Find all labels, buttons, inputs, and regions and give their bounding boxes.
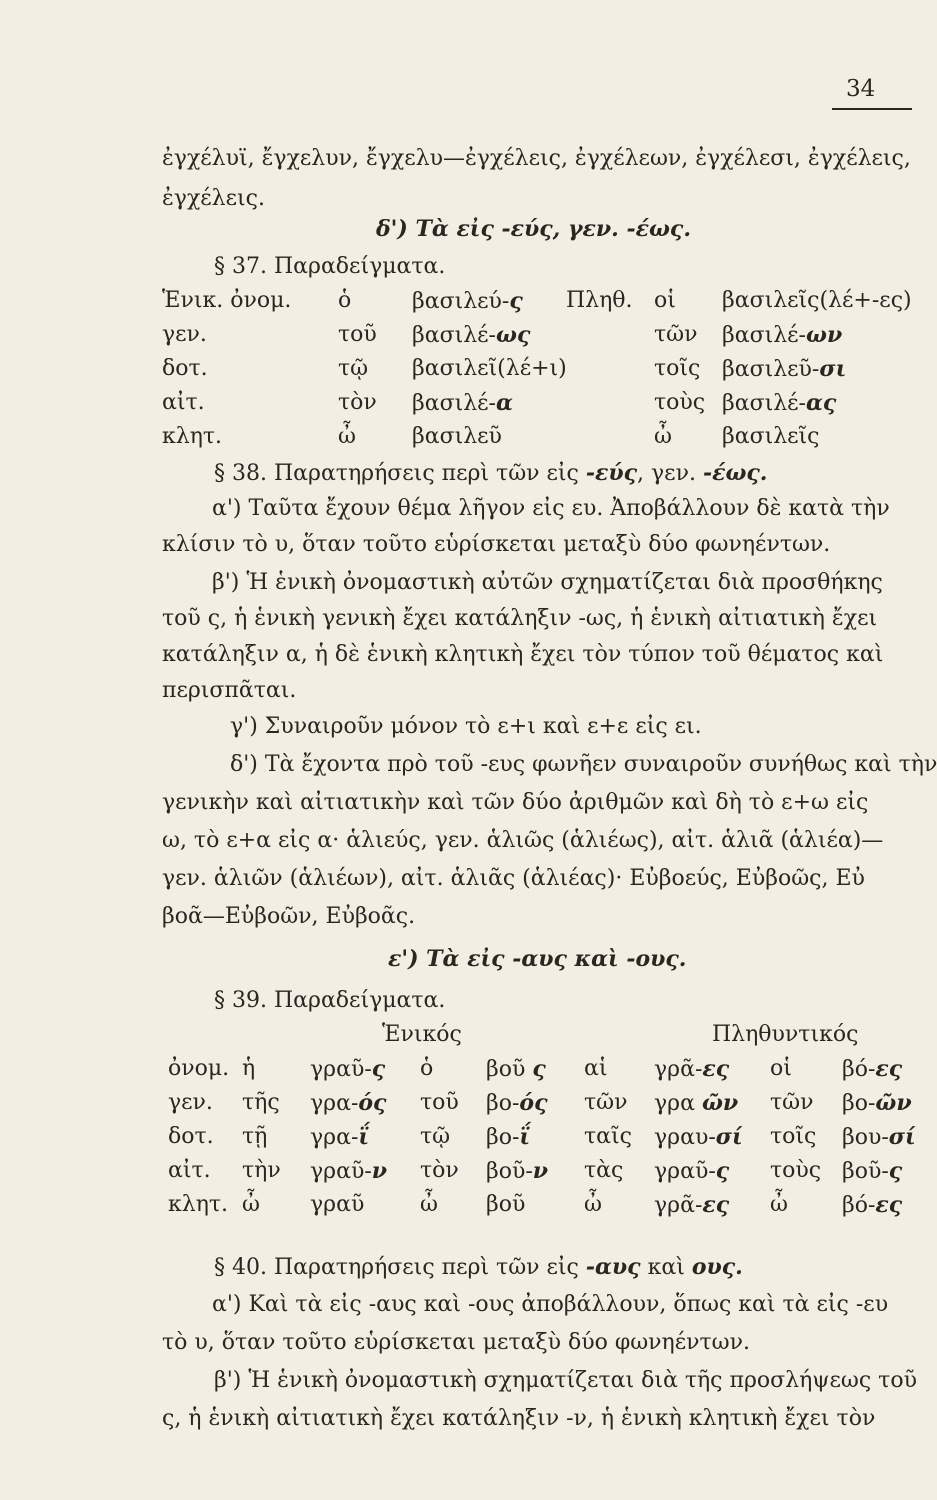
paragraph-heading: § 40. Παρατηρήσεις περὶ τῶν εἰς -αυς καὶ ους.	[214, 1254, 743, 1280]
cell-stem: τοῖς	[770, 1124, 817, 1149]
table-cell	[162, 390, 205, 415]
cell-ending: ῶν	[701, 1090, 739, 1116]
text-line: α') Ταῦτα ἔχουν θέμα λῆγον εἰς ευ. Ἀποβάλλουν δὲ κατὰ τὴν	[212, 496, 890, 521]
text-line: τοῦ ς, ἡ ἑνικὴ γενικὴ ἔχει κατάληξιν -ως, ἡ ἑνικὴ αἰτιατικὴ ἔχει	[162, 606, 878, 631]
cell-stem: βου-	[842, 1125, 889, 1150]
cell-ending: ως	[496, 322, 531, 348]
text-line: γ') Συναιροῦν μόνον τὸ ε+ι καὶ ε+ε εἰς ει.	[230, 714, 702, 739]
cell-stem: γραῦ-	[654, 1159, 716, 1184]
table-cell	[338, 322, 377, 347]
table-cell	[168, 1090, 213, 1115]
table-cell	[486, 1090, 547, 1116]
table-cell	[420, 1124, 450, 1149]
table-cell	[770, 1056, 792, 1081]
cell-stem: τῶν	[584, 1090, 628, 1115]
table-cell	[338, 390, 377, 415]
table-cell	[584, 1158, 623, 1183]
text-line: βοᾶ—Εὐβοῶν, Εὐβοᾶς.	[162, 904, 416, 929]
text-line: γεν. ἁλιῶν (ἁλιέων), αἰτ. ἁλιᾶς (ἁλιέας)· Εὐβοεύς, Εὐβοῶς, Εὐ	[162, 866, 865, 891]
section-heading: ε') Τὰ εἰς -αυς καὶ -ους.	[388, 946, 687, 972]
cell-ending: σί	[888, 1124, 916, 1150]
table-cell	[168, 1192, 228, 1217]
cell-stem: Πληθ.	[566, 288, 633, 313]
cell-stem: ταῖς	[584, 1124, 632, 1149]
table-cell	[486, 1124, 530, 1150]
cell-stem: τῶν	[770, 1090, 814, 1115]
cell-stem: βοῦ	[486, 1057, 533, 1082]
cell-stem: τοῦ	[420, 1090, 459, 1115]
text-line: β') Ἡ ἑνικὴ ὀνομαστικὴ σχηματίζεται διὰ τῆς προσλήψεως τοῦ	[214, 1368, 917, 1393]
cell-stem: τὴν	[242, 1158, 281, 1183]
table-cell	[654, 322, 697, 347]
cell-stem: βασιλέ-	[722, 323, 806, 348]
cell-ending: α	[496, 390, 513, 416]
table-cell	[486, 1158, 548, 1184]
table-cell	[654, 1056, 729, 1082]
table-cell	[310, 1124, 369, 1150]
text-line: κατάληξιν α, ἡ δὲ ἑνικὴ κλητικὴ ἔχει τὸν τύπον τοῦ θέματος καὶ	[162, 642, 884, 667]
page-number-rule	[832, 108, 912, 110]
table-cell	[654, 1158, 729, 1184]
table-cell	[770, 1192, 788, 1217]
table-cell	[168, 1056, 229, 1081]
cell-stem: τοὺς	[770, 1158, 822, 1183]
table-cell	[654, 1090, 738, 1116]
text-line: ς, ἡ ἑνικὴ αἰτιατικὴ ἔχει κατάληξιν -ν, ἡ ἑνικὴ κλητικὴ ἔχει τὸν	[162, 1406, 876, 1431]
cell-stem: βοῦ	[486, 1192, 526, 1217]
table-cell	[168, 1124, 214, 1149]
table-cell	[310, 1192, 364, 1217]
table-cell	[842, 1056, 902, 1082]
table-cell	[242, 1124, 267, 1149]
table-cell	[842, 1192, 902, 1218]
cell-stem: ὁ	[338, 288, 352, 313]
cell-ending: ός	[358, 1090, 387, 1116]
table-cell	[412, 356, 567, 381]
cell-stem: τῷ	[338, 356, 369, 381]
table-cell	[310, 1056, 385, 1082]
table-cell	[420, 1158, 459, 1183]
text-line: περισπᾶται.	[162, 678, 297, 703]
table-cell	[770, 1158, 821, 1183]
cell-stem: κλητ.	[168, 1192, 229, 1217]
table-cell	[654, 1124, 743, 1150]
table-cell	[242, 1158, 281, 1183]
cell-stem: βασιλεῖς(λέ+-ες)	[722, 288, 912, 313]
table-cell	[242, 1090, 280, 1115]
cell-stem: δοτ.	[168, 1124, 214, 1149]
table-cell	[412, 288, 523, 314]
text-line: κλίσιν τὸ υ, ὅταν τοῦτο εὑρίσκεται μεταξὺ δύο φωνηέντων.	[162, 532, 831, 557]
column-heading-plural: Πληθυντικός	[712, 1022, 859, 1047]
table-row	[0, 322, 912, 352]
table-row	[0, 1056, 912, 1086]
text-line: τὸ υ, ὅταν τοῦτο εὑρίσκεται μεταξὺ δύο φωνηέντων.	[162, 1330, 750, 1355]
cell-stem: αἱ	[584, 1056, 608, 1081]
cell-stem: ὦ	[770, 1192, 788, 1217]
cell-stem: βασιλεῦ	[412, 424, 502, 449]
table-cell	[842, 1090, 912, 1116]
cell-stem: κλητ.	[162, 424, 223, 449]
cell-ending: ες	[875, 1192, 903, 1218]
cell-stem: ὦ	[584, 1192, 602, 1217]
cell-ending: ες	[875, 1056, 903, 1082]
table-cell	[584, 1124, 632, 1149]
table-row	[0, 1158, 912, 1188]
table-row	[0, 1124, 916, 1154]
table-cell	[420, 1090, 459, 1115]
table-row	[0, 356, 912, 386]
text-line: β') Ἡ ἑνικὴ ὀνομαστικὴ αὐτῶν σχηματίζεται διὰ προσθήκης	[212, 570, 883, 595]
cell-stem: ἡ	[242, 1056, 256, 1081]
cell-stem: τοῖς	[654, 356, 701, 381]
cell-ending: ες	[702, 1192, 730, 1218]
table-cell	[654, 288, 676, 313]
cell-ending: ς	[509, 288, 523, 314]
cell-ending: ς	[888, 1158, 903, 1184]
text-line: γενικὴν καὶ αἰτιατικὴν καὶ τῶν δύο ἀριθμῶν καὶ δὴ τὸ ε+ω εἰς	[162, 790, 869, 815]
table-cell	[842, 1158, 902, 1184]
cell-stem: τοὺς	[654, 390, 706, 415]
table-cell	[420, 1192, 438, 1217]
text-line: α') Καὶ τὰ εἰς -αυς καὶ -ους ἀποβάλλουν, ὅπως καὶ τὰ εἰς -ευ	[212, 1292, 889, 1317]
table-cell	[584, 1090, 627, 1115]
cell-stem: βασιλέ-	[722, 391, 806, 416]
cell-stem: βο-	[842, 1091, 876, 1116]
table-cell	[162, 356, 208, 381]
cell-ending: ῶν	[875, 1090, 912, 1116]
table-cell	[566, 288, 633, 313]
cell-ending: ας	[806, 390, 837, 416]
cell-stem: ὁ	[420, 1056, 434, 1081]
cell-stem: γρᾶ-	[654, 1193, 703, 1218]
table-row	[0, 390, 912, 420]
cell-stem: τῆς	[242, 1090, 280, 1115]
cell-stem: οἱ	[770, 1056, 792, 1081]
cell-stem: βασιλέ-	[412, 391, 496, 416]
table-cell	[310, 1158, 387, 1184]
table-cell	[654, 424, 672, 449]
cell-stem: γρα-	[310, 1091, 359, 1116]
cell-ending: ΐ	[358, 1124, 370, 1150]
table-cell	[486, 1192, 525, 1217]
table-cell	[420, 1056, 433, 1081]
table-cell	[770, 1124, 816, 1149]
cell-stem: γραῦ-	[310, 1057, 372, 1082]
cell-stem: δοτ.	[162, 356, 208, 381]
table-cell	[654, 390, 705, 415]
cell-stem: βό-	[842, 1057, 876, 1082]
table-cell	[162, 424, 222, 449]
table-cell	[584, 1056, 607, 1081]
cell-stem: τῷ	[420, 1124, 451, 1149]
text-line: δ') Τὰ ἔχοντα πρὸ τοῦ -ευς φωνῆεν συναιροῦν συνήθως καὶ τὴν	[230, 752, 937, 777]
cell-stem: τῶν	[654, 322, 698, 347]
text-line: ἐγχέλυϊ, ἔγχελυν, ἔγχελυ—ἐγχέλεις, ἐγχέλεων, ἐγχέλεσι, ἐγχέλεις,	[162, 146, 911, 171]
text-line: ω, τὸ ε+α εἰς α· ἁλιεύς, γεν. ἁλιῶς (ἁλιέως), αἰτ. ἁλιᾶ (ἁλιέα)—	[162, 828, 884, 853]
cell-stem: βασιλεύ-	[412, 289, 510, 314]
cell-stem: βοῦ-	[486, 1159, 533, 1184]
cell-ending: σί	[715, 1124, 743, 1150]
table-row	[0, 1090, 912, 1120]
cell-stem: τὸν	[420, 1158, 459, 1183]
table-cell	[412, 390, 513, 416]
cell-stem: βοῦ-	[842, 1159, 889, 1184]
table-cell	[842, 1124, 916, 1150]
table-cell	[162, 322, 207, 347]
table-cell	[486, 1056, 546, 1082]
cell-stem: ὦ	[654, 424, 672, 449]
cell-stem: γεν.	[162, 322, 207, 347]
cell-ending: ες	[702, 1056, 730, 1082]
cell-stem: γραῦ	[310, 1192, 365, 1217]
cell-ending: ς	[371, 1056, 386, 1082]
cell-stem: τὸν	[338, 390, 377, 415]
table-cell	[722, 356, 846, 382]
cell-stem: γεν.	[168, 1090, 213, 1115]
cell-stem: ὦ	[338, 424, 356, 449]
table-cell	[242, 1056, 255, 1081]
cell-ending: ς	[715, 1158, 730, 1184]
cell-stem: γρα	[654, 1091, 702, 1116]
cell-ending: ν	[371, 1158, 388, 1184]
column-heading-singular: Ἑνικός	[382, 1022, 462, 1047]
cell-stem: τὰς	[584, 1158, 624, 1183]
cell-stem: ὦ	[242, 1192, 260, 1217]
table-cell	[310, 1090, 386, 1116]
page-number: 34	[846, 76, 876, 102]
table-cell	[338, 288, 351, 313]
paragraph-heading: § 37. Παραδείγματα.	[214, 254, 446, 279]
table-cell	[654, 356, 700, 381]
cell-stem: τῇ	[242, 1124, 268, 1149]
cell-stem: γρᾶ-	[654, 1057, 703, 1082]
table-cell	[770, 1090, 813, 1115]
table-row	[0, 288, 912, 318]
cell-stem: τοῦ	[338, 322, 377, 347]
table-cell	[338, 424, 356, 449]
cell-stem: γραῦ-	[310, 1159, 372, 1184]
cell-stem: γραυ-	[654, 1125, 716, 1150]
table-cell	[584, 1192, 602, 1217]
cell-stem: ὀνομ.	[168, 1056, 230, 1081]
section-heading: δ') Τὰ εἰς -εύς, γεν. -έως.	[376, 216, 691, 242]
cell-ending: ς	[532, 1056, 546, 1082]
table-cell	[338, 356, 368, 381]
table-cell	[168, 1158, 211, 1183]
table-row	[0, 424, 912, 454]
cell-stem: βασιλεῖς	[722, 424, 820, 449]
cell-stem: βασιλέ-	[412, 323, 496, 348]
table-cell	[722, 390, 836, 416]
cell-stem: γρα-	[310, 1125, 359, 1150]
cell-ending: ν	[532, 1158, 549, 1184]
cell-stem: βο-	[486, 1091, 520, 1116]
table-cell	[722, 288, 912, 313]
table-cell	[654, 1192, 729, 1218]
cell-stem: Ἑνικ. ὀνομ.	[162, 288, 292, 313]
paragraph-heading: § 38. Παρατηρήσεις περὶ τῶν εἰς -εύς, γεν. -έως.	[214, 460, 768, 486]
table-cell	[242, 1192, 260, 1217]
cell-stem: ὦ	[420, 1192, 438, 1217]
cell-stem: βασιλεῦ-	[722, 357, 820, 382]
cell-ending: σι	[819, 356, 847, 382]
table-cell	[722, 322, 842, 348]
table-cell	[722, 424, 820, 449]
table-cell	[162, 288, 291, 313]
table-cell	[412, 322, 530, 348]
cell-stem: αἰτ.	[168, 1158, 211, 1183]
cell-ending: ων	[806, 322, 843, 348]
cell-ending: ΐ	[519, 1124, 531, 1150]
text-line: ἐγχέλεις.	[162, 186, 265, 211]
cell-stem: βασιλεῖ(λέ+ι)	[412, 356, 567, 381]
cell-stem: βό-	[842, 1193, 876, 1218]
cell-stem: αἰτ.	[162, 390, 205, 415]
table-cell	[412, 424, 502, 449]
cell-stem: βο-	[486, 1125, 520, 1150]
cell-ending: ός	[519, 1090, 548, 1116]
table-row	[0, 1192, 912, 1222]
cell-stem: οἱ	[654, 288, 676, 313]
paragraph-heading: § 39. Παραδείγματα.	[214, 988, 446, 1013]
